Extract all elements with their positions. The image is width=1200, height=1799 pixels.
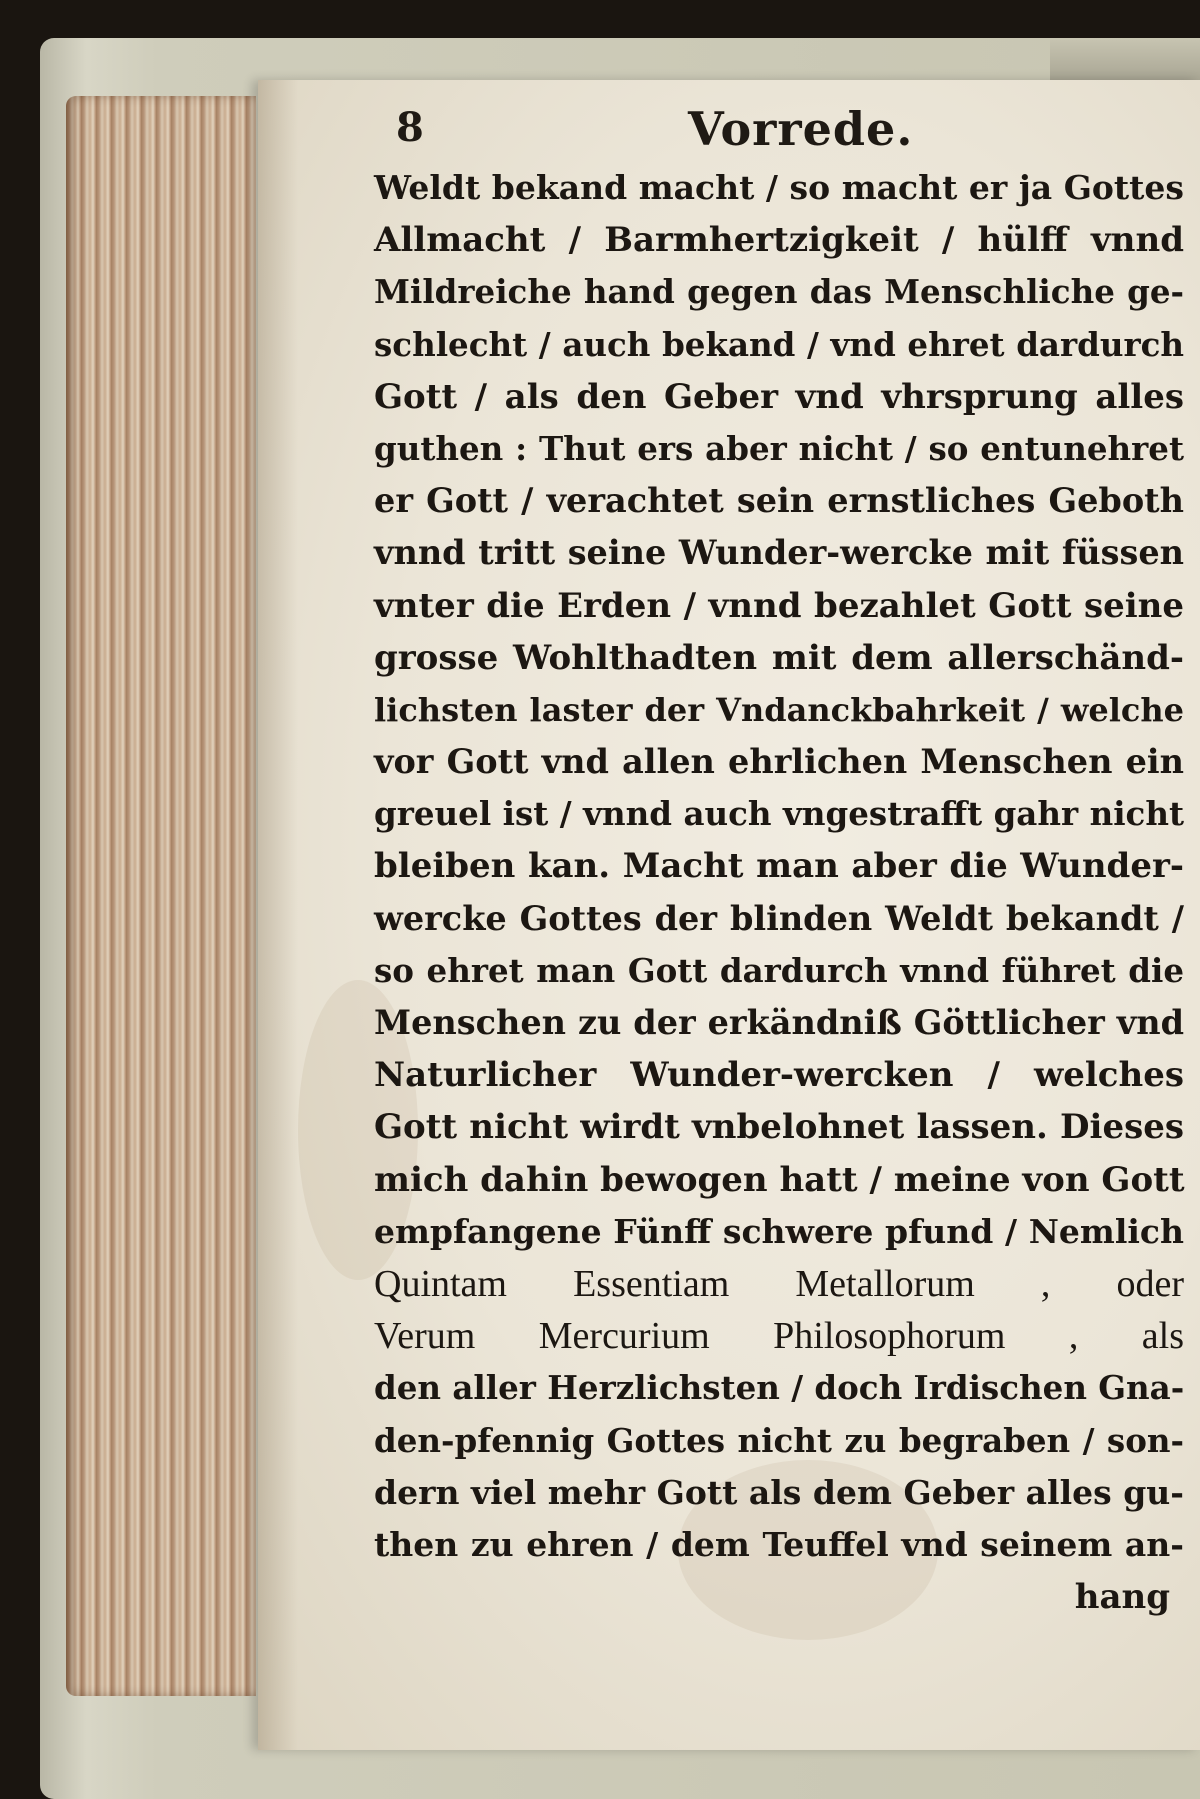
text-line: lichsten laster der Vndanckbahrkeit / welche [374, 690, 1184, 729]
text-line: vnter die Erden / vnnd bezahlet Gott seine [374, 585, 1184, 626]
text-line: Weldt bekand macht / so macht er ja Gottes [374, 168, 1184, 207]
text-line-latin: Verum Mercurium Philosophorum , als [374, 1315, 1184, 1358]
page-number: 8 [396, 104, 424, 151]
text-line: er Gott / verachtet sein ernstliches Geboth [374, 481, 1184, 521]
text-line: dern viel mehr Gott als dem Geber alles gu- [374, 1472, 1184, 1512]
text-line: schlecht / auch bekand / vnd ehret dardurch [374, 324, 1184, 364]
text-line: den-pfennig Gottes nicht zu begraben / son- [374, 1420, 1184, 1460]
text-line: Gott / als den Geber vnd vhrsprung alles [374, 376, 1184, 417]
text-line-latin: Quintam Essentiam Metallorum , oder [374, 1262, 1184, 1305]
text-line: guthen : Thut ers aber nicht / so entunehret [374, 428, 1184, 468]
text-line: Allmacht / Barmhertzigkeit / hülff vnnd [374, 220, 1184, 261]
text-line: vor Gott vnd allen ehrlichen Menschen ein [374, 742, 1184, 782]
text-line: Naturlicher Wunder-wercken / welches [374, 1055, 1184, 1096]
text-line: bleiben kan. Macht man aber die Wunder- [374, 846, 1184, 887]
text-line: Gott nicht wirdt vnbelohnet lassen. Dieses [374, 1107, 1184, 1148]
catchword: hang [1074, 1577, 1170, 1618]
text-line: wercke Gottes der blinden Weldt bekandt / [374, 898, 1184, 938]
book-page [258, 80, 1200, 1750]
cover-edge [1050, 40, 1200, 80]
text-line: then zu ehren / dem Teuffel vnd seinem an- [374, 1524, 1184, 1564]
text-line: so ehret man Gott dardurch vnnd führet die [374, 950, 1184, 990]
text-line: den aller Herzlichsten / doch Irdischen Gna- [374, 1368, 1185, 1408]
page-edges [66, 96, 256, 1696]
text-line: grosse Wohlthadten mit dem allerschänd- [374, 637, 1184, 678]
text-line: empfangene Fünff schwere pfund / Nemlich [374, 1211, 1184, 1251]
body-text [374, 162, 1184, 1623]
text-line: greuel ist / vnnd auch vngestrafft gahr nicht [374, 794, 1184, 834]
text-line: Menschen zu der erkändniß Göttlicher vnd [374, 1003, 1184, 1042]
text-line: Mildreiche hand gegen das Menschliche ge- [374, 272, 1184, 312]
text-line: mich dahin bewogen hatt / meine von Gott [374, 1159, 1185, 1200]
running-head: Vorrede. [688, 102, 914, 156]
text-line: vnnd tritt seine Wunder-wercke mit füssen [374, 533, 1184, 573]
page-gutter [258, 80, 298, 1750]
